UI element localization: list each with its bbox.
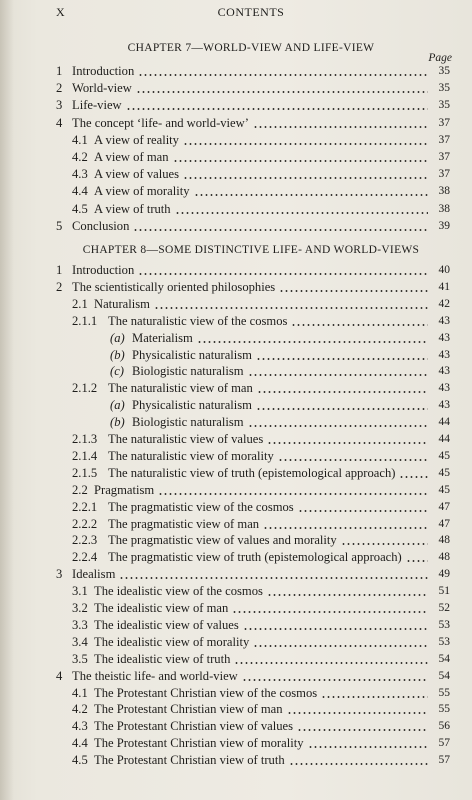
toc-entry-title-text: Introduction	[72, 263, 135, 277]
toc-entry-title	[72, 63, 428, 79]
toc-entry-page: 43	[438, 399, 450, 412]
toc-entry-title	[94, 701, 428, 717]
dot-leader	[234, 662, 428, 664]
toc-entry-page: 44	[438, 416, 450, 429]
toc-entry	[0, 685, 472, 701]
toc-entry-page: 55	[438, 703, 450, 716]
toc-entry-page: 43	[438, 331, 450, 344]
toc-entry-page: 37	[438, 133, 450, 146]
dot-leader	[298, 510, 428, 512]
toc-entry-sublabel: (b)	[110, 347, 125, 362]
toc-entry	[0, 701, 472, 717]
toc-entry	[0, 516, 472, 532]
toc-entry-title	[94, 685, 428, 701]
toc-entry-title-text: A view of values	[94, 167, 179, 182]
toc-entry-title-text: The pragmatistic view of truth (epistemological approach)	[108, 550, 402, 565]
toc-entry-sublabel: (a)	[110, 398, 125, 413]
toc-entry	[0, 115, 472, 131]
toc-entry-number: 2.2	[72, 482, 88, 497]
toc-entry-page: 37	[438, 116, 450, 129]
toc-entry	[0, 482, 472, 498]
toc-entry	[0, 718, 472, 734]
toc-entry-page: 43	[438, 348, 450, 361]
toc-entry	[0, 279, 472, 295]
toc-entry-number: 2.1.4	[72, 448, 98, 463]
toc-entry	[0, 363, 472, 379]
toc-entry-title-text: The idealistic view of the cosmos	[94, 584, 263, 599]
toc-entry-title	[72, 668, 428, 684]
toc-entry-number: 4.2	[72, 150, 88, 164]
toc-entry-title-text: The Protestant Christian view of man	[94, 702, 283, 717]
dot-leader	[256, 358, 428, 360]
dot-leader	[308, 746, 428, 748]
toc-entry-page: 54	[438, 669, 450, 682]
page-header	[56, 5, 446, 19]
toc-entry	[0, 149, 472, 165]
toc-entry-number: 4	[56, 115, 63, 130]
chapter-8-title: CHAPTER 8—SOME DISTINCTIVE LIFE- AND WORLD-VIEWS	[82, 244, 420, 256]
toc-entry	[0, 330, 472, 346]
toc-entry-title-text: Physicalistic naturalism	[132, 398, 252, 413]
toc-entry	[0, 218, 472, 234]
toc-entry-title-text: Introduction	[72, 64, 135, 78]
dot-leader	[175, 212, 428, 214]
dot-leader	[154, 307, 428, 309]
toc-entry-number: 4.2	[72, 702, 88, 717]
toc-entry-page: 53	[438, 618, 450, 631]
dot-leader	[279, 290, 428, 292]
toc-entry-page: 47	[438, 500, 450, 513]
toc-entry-title-text: The idealistic view of man	[94, 601, 229, 615]
toc-entry-title-text: A view of truth	[94, 201, 171, 216]
toc-entry-title	[108, 499, 428, 515]
toc-entry-number: 2.1.3	[72, 432, 98, 446]
toc-entry	[0, 262, 472, 278]
toc-entry-title	[94, 149, 428, 165]
toc-entry-title-text: The Protestant Christian view of morality	[94, 736, 304, 751]
dot-leader	[232, 611, 428, 613]
toc-entry-number: 4.5	[72, 753, 88, 768]
toc-entry-title	[72, 566, 428, 582]
toc-entry-sublabel: (b)	[110, 415, 125, 430]
dot-leader	[138, 273, 428, 275]
toc-entry-page: 55	[438, 686, 450, 699]
dot-leader	[243, 628, 428, 630]
dot-leader	[138, 74, 428, 76]
toc-entry-title-text: Physicalistic naturalism	[132, 347, 252, 362]
dot-leader	[158, 493, 428, 495]
toc-entry	[0, 617, 472, 633]
toc-entry-number: 4.4	[72, 736, 88, 751]
toc-entry-title	[72, 97, 428, 113]
toc-entry-title	[108, 532, 428, 548]
toc-entry-page: 53	[438, 635, 450, 648]
toc-entry	[0, 634, 472, 650]
toc-entry	[0, 63, 472, 79]
toc-entry-title	[108, 313, 428, 329]
toc-entry-page: 48	[438, 534, 450, 547]
toc-entry-number: 2	[56, 81, 63, 96]
dot-leader	[253, 126, 428, 128]
toc-entry-title	[94, 752, 428, 768]
dot-leader	[133, 229, 428, 231]
toc-entry-title-text: A view of reality	[94, 132, 179, 147]
toc-entry-page: 57	[438, 737, 450, 750]
toc-entry-title	[94, 132, 428, 148]
toc-entry-page: 37	[438, 168, 450, 181]
toc-entry-title-text: The pragmatistic view of values and morality	[108, 533, 337, 548]
toc-entry	[0, 752, 472, 768]
toc-entry	[0, 431, 472, 447]
toc-entry	[0, 347, 472, 363]
toc-entry-title	[94, 201, 428, 217]
toc-entry-number: 3.3	[72, 617, 88, 632]
toc-entry-title-text: Naturalism	[94, 296, 150, 311]
dot-leader	[257, 391, 428, 393]
toc-entry-page: 52	[438, 602, 450, 614]
toc-entry-number: 4.4	[72, 184, 88, 199]
running-title: CONTENTS	[217, 5, 285, 19]
toc-entry-page: 35	[438, 99, 450, 112]
toc-entry-page: 45	[438, 483, 450, 496]
toc-entry-page: 49	[438, 568, 450, 581]
toc-entry	[0, 566, 472, 582]
toc-entry	[0, 201, 472, 217]
dot-leader	[197, 341, 428, 343]
toc-entry-number: 2.2.2	[72, 516, 98, 531]
toc-entry-page: 38	[438, 202, 450, 215]
toc-entry-page: 48	[438, 551, 450, 564]
dot-leader	[194, 194, 428, 196]
toc-entry-title	[108, 516, 428, 532]
dot-leader	[289, 763, 428, 765]
toc-entry-title	[72, 262, 428, 278]
toc-entry	[0, 97, 472, 113]
dot-leader	[263, 527, 428, 529]
toc-entry-title	[94, 482, 428, 498]
dot-leader	[267, 594, 428, 596]
toc-entry-number: 2.1.2	[72, 381, 98, 396]
toc-entry-title	[132, 363, 428, 379]
dot-leader	[242, 679, 428, 681]
toc-entry-title-text: The naturalistic view of man	[108, 381, 253, 396]
toc-entry-number: 2.2.1	[72, 499, 98, 514]
toc-entry-page: 45	[438, 449, 450, 462]
toc-entry-title-text: The idealistic view of morality	[94, 634, 250, 649]
toc-entry-title-text: Life-view	[72, 98, 122, 113]
toc-entry-number: 2.2.4	[72, 550, 98, 565]
toc-entry-title	[72, 115, 428, 131]
toc-entry-title-text: The Protestant Christian view of truth	[94, 753, 285, 768]
toc-entry-title-text: The Protestant Christian view of the cosmos	[94, 685, 318, 700]
toc-entry-number: 3	[56, 98, 63, 113]
toc-entry	[0, 668, 472, 684]
toc-entry-number: 4	[56, 668, 63, 683]
toc-entry	[0, 499, 472, 515]
toc-entry-page: 40	[438, 264, 450, 276]
toc-entry	[0, 414, 472, 430]
dot-leader	[287, 712, 428, 714]
toc-entry-title-text: The naturalistic view of values	[108, 432, 264, 446]
toc-entry-number: 2.2.3	[72, 533, 98, 548]
toc-entry-title	[108, 431, 428, 447]
toc-entry-page: 41	[438, 280, 450, 293]
toc-entry-page: 37	[438, 151, 450, 163]
toc-entry-title	[108, 380, 428, 396]
dot-leader	[341, 543, 428, 545]
toc-entry-title-text: Pragmatism	[94, 482, 155, 497]
toc-entry-page: 56	[438, 720, 450, 733]
toc-entry-title	[108, 465, 428, 481]
toc-entry-number: 4.5	[72, 201, 88, 216]
toc-entry-title	[94, 583, 428, 599]
toc-entry-number: 1	[56, 64, 63, 78]
toc-entry-title-text: The naturalistic view of truth (epistemological approach)	[108, 465, 396, 480]
toc-entry-title	[94, 634, 428, 650]
toc-entry-title	[132, 347, 428, 363]
toc-entry-page: 44	[438, 433, 450, 445]
toc-entry-page: 43	[438, 314, 450, 327]
toc-entry	[0, 166, 472, 182]
toc-entry-number: 3.2	[72, 601, 88, 615]
dot-leader	[136, 91, 428, 93]
toc-entry-page: 43	[438, 382, 450, 395]
toc-entry-title	[94, 735, 428, 751]
toc-entry-number: 2.1.1	[72, 313, 98, 328]
toc-entry	[0, 397, 472, 413]
toc-entry	[0, 735, 472, 751]
toc-entry	[0, 549, 472, 565]
toc-entry-sublabel: (c)	[110, 364, 124, 379]
toc-entry-title-text: The naturalistic view of the cosmos	[108, 313, 288, 328]
toc-entry-title-text: The theistic life- and world-view	[72, 668, 238, 683]
toc-entry-number: 3.5	[72, 651, 88, 666]
toc-entry-number: 2	[56, 279, 63, 294]
toc-entry-number: 2.1	[72, 296, 88, 311]
toc-entry-number: 4.1	[72, 132, 88, 147]
folio: X	[56, 5, 66, 19]
toc-entry-title	[72, 218, 428, 234]
dot-leader	[183, 143, 428, 145]
dot-leader	[248, 374, 428, 376]
toc-entry-title	[72, 80, 428, 96]
dot-leader	[278, 459, 428, 461]
dot-leader	[406, 560, 428, 562]
toc-entry-title	[94, 718, 428, 734]
toc-entry-title	[94, 651, 428, 667]
toc-entry-page: 45	[438, 466, 450, 479]
toc-entry-title-text: The scientistically oriented philosophies	[72, 279, 276, 294]
toc-entry-title-text: The naturalistic view of morality	[108, 448, 274, 463]
toc-entry-page: 42	[438, 297, 450, 310]
toc-entry-title-text: A view of man	[94, 150, 169, 164]
dot-leader	[321, 696, 428, 698]
dot-leader	[297, 729, 428, 731]
toc-entry-title	[108, 448, 428, 464]
toc-entry-number: 1	[56, 263, 63, 277]
toc-entry-number: 3.1	[72, 584, 88, 599]
toc-entry-title-text: Idealism	[72, 567, 116, 582]
toc-entry	[0, 183, 472, 199]
toc-entry-page: 47	[438, 517, 450, 530]
toc-entry-title	[132, 414, 428, 430]
dot-leader	[291, 324, 428, 326]
toc-entry-page: 54	[438, 652, 450, 665]
dot-leader	[399, 476, 428, 478]
dot-leader	[173, 160, 428, 162]
chapter-7-title: CHAPTER 7—WORLD-VIEW AND LIFE-VIEW	[127, 42, 375, 54]
toc-entry	[0, 651, 472, 667]
toc-entry-title	[72, 279, 428, 295]
toc-entry	[0, 532, 472, 548]
toc-entry-page: 57	[438, 754, 450, 767]
dot-leader	[183, 177, 428, 179]
toc-entry	[0, 296, 472, 312]
toc-entry	[0, 380, 472, 396]
toc-entry-page: 35	[438, 82, 450, 95]
toc-entry	[0, 600, 472, 616]
toc-entry-title	[108, 549, 428, 565]
page-column-label: Page	[428, 52, 452, 64]
toc-entry	[0, 132, 472, 148]
toc-entry-title-text: The idealistic view of values	[94, 617, 239, 632]
toc-entry-title-text: World-view	[72, 81, 132, 96]
toc-entry-title	[94, 617, 428, 633]
toc-entry-number: 4.3	[72, 719, 88, 734]
toc-entry-title	[132, 330, 428, 346]
dot-leader	[253, 645, 428, 647]
toc-entry-title-text: The concept ‘life- and world-view’	[72, 115, 249, 130]
toc-entry-title-text: The pragmatistic view of the cosmos	[108, 499, 294, 514]
toc-entry-title	[94, 296, 428, 312]
toc-entry-title-text: A view of morality	[94, 184, 190, 199]
toc-entry-title-text: Materialism	[132, 330, 193, 345]
toc-entry-page: 39	[438, 219, 450, 232]
dot-leader	[267, 442, 428, 444]
toc-entry-number: 3.4	[72, 634, 88, 649]
toc-entry-page: 38	[438, 185, 450, 198]
dot-leader	[256, 408, 428, 410]
toc-entry-number: 4.3	[72, 167, 88, 182]
toc-entry	[0, 465, 472, 481]
toc-entry-number: 5	[56, 218, 63, 233]
toc-entry-title	[132, 397, 428, 413]
toc-entry-title-text: The Protestant Christian view of values	[94, 719, 294, 734]
toc-entry-sublabel: (a)	[110, 330, 125, 345]
toc-entry-page: 43	[438, 365, 450, 378]
toc-entry-title	[94, 600, 428, 616]
dot-leader	[248, 425, 428, 427]
toc-entry	[0, 448, 472, 464]
toc-entry-title-text: The idealistic view of truth	[94, 651, 231, 666]
toc-entry-number: 3	[56, 567, 63, 582]
toc-entry-page: 35	[438, 65, 450, 77]
toc-entry	[0, 313, 472, 329]
toc-entry-page: 51	[438, 585, 450, 598]
toc-entry-number: 4.1	[72, 685, 88, 700]
toc-entry-title-text: Conclusion	[72, 218, 130, 233]
toc-entry-title-text: The pragmatistic view of man	[108, 516, 260, 531]
dot-leader	[126, 108, 428, 110]
toc-entry-title	[94, 183, 428, 199]
toc-entry-title-text: Biologistic naturalism	[132, 415, 244, 430]
dot-leader	[119, 577, 428, 579]
toc-entry	[0, 80, 472, 96]
toc-entry-title-text: Biologistic naturalism	[132, 364, 244, 379]
toc-entry	[0, 583, 472, 599]
toc-entry-title	[94, 166, 428, 182]
toc-entry-number: 2.1.5	[72, 465, 98, 480]
